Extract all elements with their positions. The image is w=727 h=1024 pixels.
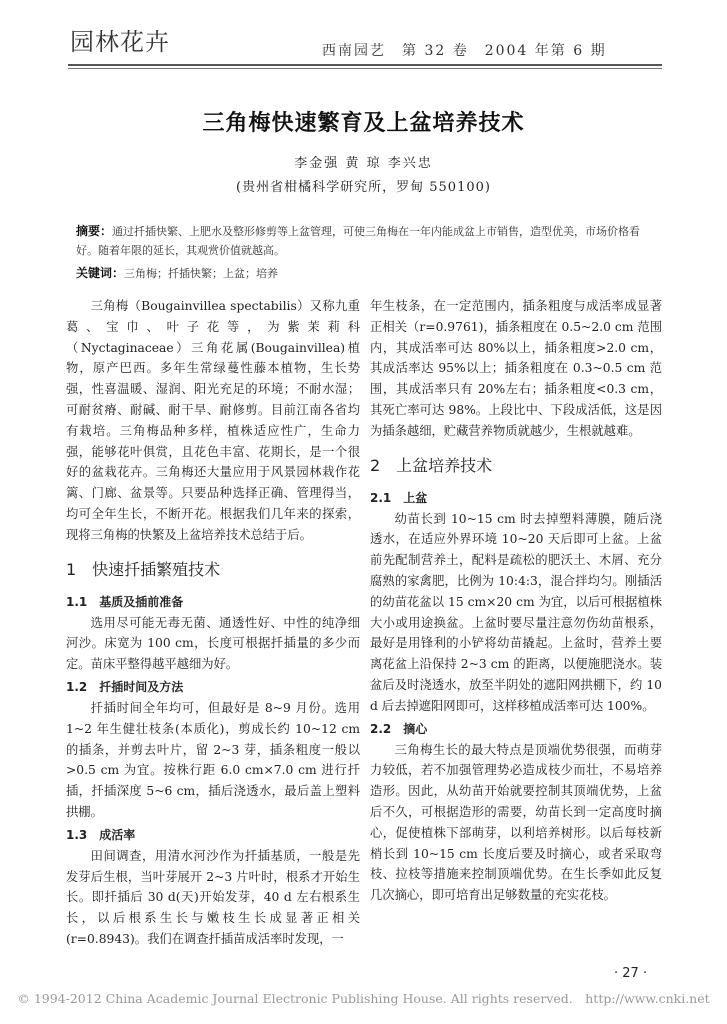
keywords-label: 关键词：	[76, 266, 125, 280]
section-1-3-heading: 1.3 成活率	[66, 827, 136, 842]
section-1-3-text: 田间调查，用清水河沙作为扦插基质，一般是先发芽后生根，当叶芽展开 2~3 片叶时，根系才开始生长。即扦插后 30 d(天)开始发芽，40 d 左右根系生长，以后根系生长与嫩枝生长成显著正相关(r=0.8943)。我们在调查扦插苗成活率时发现，一	[66, 848, 360, 946]
section-1-2-heading: 1.2 扦插时间及方法	[66, 679, 184, 694]
section-1-2-text: 扦插时间全年均可，但最好是 8~9 月份。选用 1~2 年生健壮枝条(本质化)，剪成长约 10~12 cm 的插条，并剪去叶片，留 2~3 芽，插条粗度一般以>0.5 cm 为宜。按株行距 6.0 cm×7.0 cm 进行扦插，扦插深度 5~6 cm，插后浇透水，最后盖上塑料拱棚。	[66, 700, 360, 819]
authors: 李金强 黄 琼 李兴忠	[294, 156, 433, 171]
section-2-1-heading: 2.1 上盆	[370, 490, 428, 505]
abstract	[76, 222, 656, 260]
section-2-2-heading: 2.2 摘心	[370, 721, 428, 736]
keywords-text: 三角梅；扦插快繁；上盆；培养	[124, 267, 279, 280]
abstract-label: 摘要：	[76, 224, 113, 238]
paper-title: 三角梅快速繁育及上盆培养技术	[202, 110, 525, 136]
intro-paragraph: 三角梅（Bougainvillea spectabilis）又称九重葛、宝巾、叶子花等，为紫茉莉科（Nyctaginaceae）三角花属(Bougainvillea)植物，原产巴西。多年生常绿蔓性藤本植物，生长势强，性喜温暖、湿润、阳光充足的环境；不耐水湿；可耐贫瘠、耐碱、耐干旱、耐修剪。目前江南各省均有栽培。三角梅品种多样，植株适应性广，生命力强，能够花叶俱赏，且花色丰富、花期长，是一个很好的盆栽花卉。三角梅还大量应用于风景园林栽作花篱、门廊、盆景等。只要品种选择正确、管理得当，均可全年生长，不断开花。根据我们几年来的探索，现将三角梅的快繁及上盆培养技术总结于后。	[66, 299, 360, 542]
journal-info: 西南园艺 第 32 卷 2004 年第 6 期	[322, 43, 607, 59]
section-1-heading: 1 快速扦插繁殖技术	[66, 559, 221, 579]
header-rule	[68, 64, 662, 66]
section-2-2-text: 三角梅生长的最大特点是顶端优势很强，而萌芽力较低，若不加强管理势必造成枝少而壮，不易培养造形。因此，从幼苗开始就要控制其顶端优势，上盆后不久，可根据造形的需要，幼苗长到一定高度时摘心，促使植株下部萌芽，以利培养树形。以后每枝新梢长到 10~15 cm 长度后要及时摘心，或者采取弯枝、拉枝等措施来控制顶端优势。在生长季如此反复几次摘心，即可培育出足够数量的充实花枝。	[370, 742, 662, 903]
right-column	[370, 296, 662, 906]
left-column	[66, 296, 360, 950]
page-number: · 27 ·	[614, 966, 648, 981]
affiliation: (贵州省柑橘科学研究所，罗甸 550100)	[236, 180, 491, 195]
section-2-1-text: 幼苗长到 10~15 cm 时去掉塑料薄膜，随后浇透水，在适应外界环境 10~20 天后即可上盆。上盆前先配制营养土，配料是疏松的肥沃土、木屑、充分腐熟的家禽肥，比例为 10:4:3，混合拌均匀。刚插活的幼苗花盆以 15 cm×20 cm 为宜，以后可根据植株大小或用途换盆。上盆时要尽量注意勿伤幼苗根系，最好是用锋利的小铲将幼苗撬起。上盆时，营养土要离花盆上沿保持 2~3 cm 的距离，以便施肥浇水。装盆后及时浇透水，放至半阴处的遮阳网拱棚下，约 10 d 后去掉遮阳网即可，这样移植成活率可达 100%。	[370, 511, 662, 713]
section-1-1-text: 选用尽可能无毒无菌、通透性好、中性的纯净细河沙。床宽为 100 cm，长度可根据扦插量的多少而定。苗床平整得越平越细为好。	[66, 615, 360, 672]
keywords	[76, 264, 656, 281]
section-name: 园林花卉	[70, 28, 170, 56]
copyright-footer: © 1994-2012 China Academic Journal Electronic Publishing House. All rights reserved. http://www.cnki.net	[17, 991, 710, 1006]
header-rule-thin	[68, 68, 662, 69]
section-2-heading: 2 上盆培养技术	[370, 455, 493, 475]
section-1-1-heading: 1.1 基质及插前准备	[66, 594, 184, 609]
abstract-text: 通过扦插快繁、上肥水及整形修剪等上盆管理，可使三角梅在一年内能成盆上市销售，造型优美，市场价格看好。随着年限的延长，其观赏价值就越高。	[76, 225, 641, 257]
section-1-3-continued: 年生枝条，在一定范围内，插条粗度与成活率成显著正相关（r=0.9761)，插条粗度在 0.5~2.0 cm 范围内，其成活率可达 80%以上，插条粗度>2.0 cm，其成活率达 95%以上；插条粗度在 0.3~0.5 cm 范围，其成活率只有 20%左右；插条粗度<0.3 cm，其死亡率可达 98%。上段比中、下段成活低，这是因为插条越细，贮藏营养物质就越少，生根就越难。	[370, 299, 662, 438]
